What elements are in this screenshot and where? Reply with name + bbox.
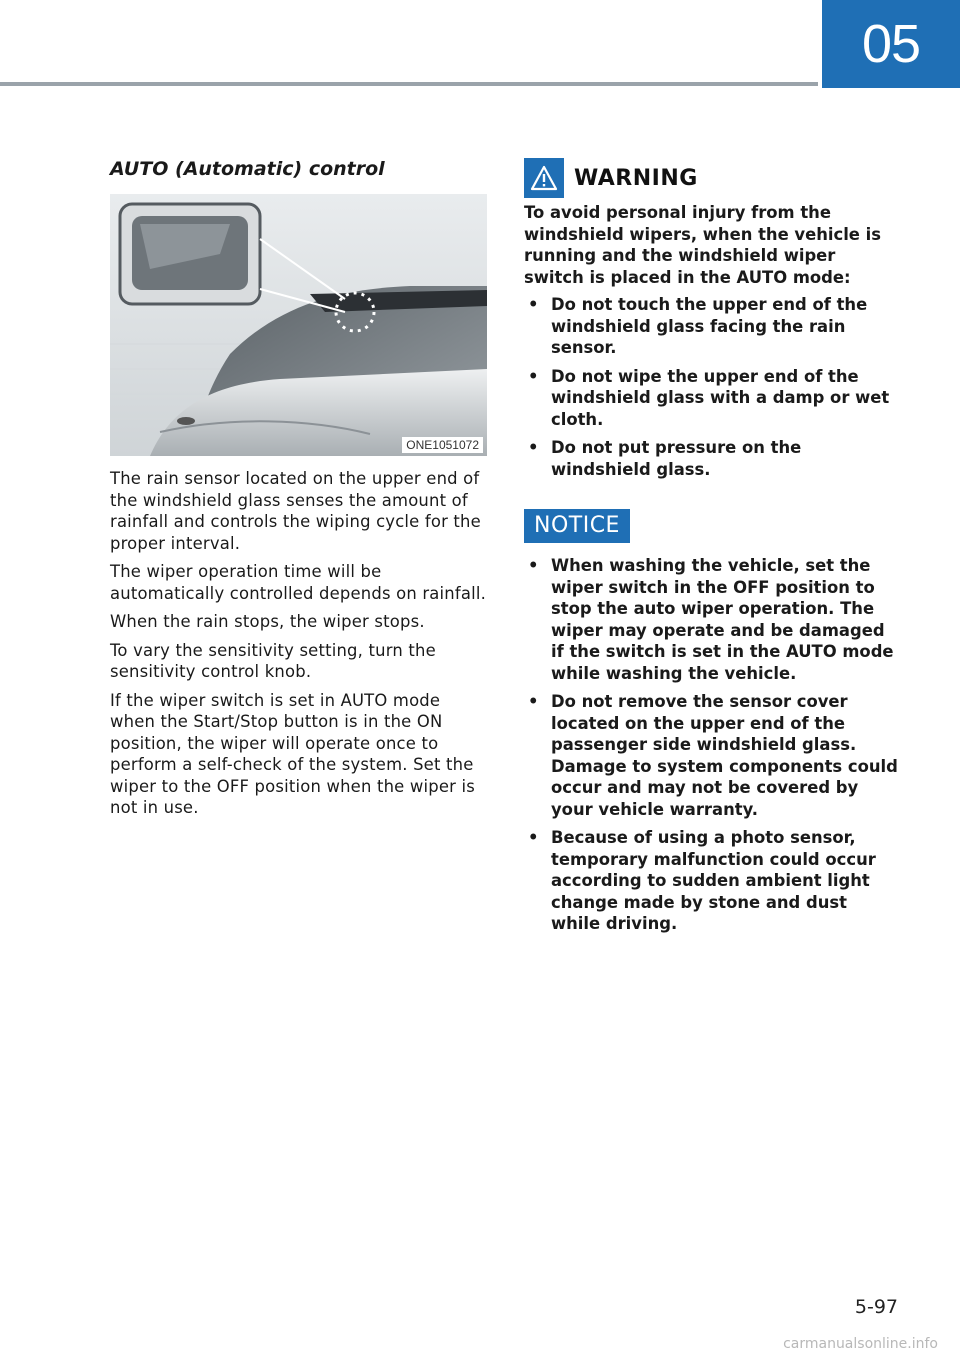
warning-list: [524, 294, 898, 480]
warning-intro: To avoid personal injury from the windshield wipers, when the vehicle is running and the windshield wiper switch is placed in the AUTO mode:: [524, 203, 882, 287]
warning-item: • Do not put pressure on the windshield glass.: [524, 437, 898, 480]
warning-title: WARNING: [574, 165, 698, 191]
header-rule: [0, 82, 818, 86]
rain-sensor-figure: [110, 194, 487, 456]
warning-item: • Do not wipe the upper end of the windshield glass with a damp or wet cloth.: [524, 366, 898, 431]
notice-item: • When washing the vehicle, set the wiper switch in the OFF position to stop the auto wiper operation. The wiper may operate and be damaged if the switch is set in the AUTO mode while washing the vehicle.: [524, 555, 898, 684]
body-paragraph: The wiper operation time will be automatically controlled depends on rainfall.: [110, 562, 487, 603]
body-paragraph: When the rain stops, the wiper stops.: [110, 612, 425, 631]
page-number: 5-97: [854, 1296, 898, 1318]
figure-code: ONE1051072: [402, 437, 483, 453]
left-column: [110, 158, 488, 826]
body-paragraph: The rain sensor located on the upper end of the windshield glass senses the amount of rainfall and controls the wiping cycle for the proper interval.: [110, 469, 481, 553]
car-windshield-illustration: [110, 194, 487, 456]
right-column: [524, 158, 898, 942]
notice-item: • Do not remove the sensor cover located on the upper end of the passenger side windshield glass. Damage to system components could occur and may not be covered by your vehicle warranty.: [524, 691, 898, 820]
watermark: carmanualsonline.info: [783, 1336, 938, 1352]
section-title: AUTO (Automatic) control: [110, 158, 385, 180]
notice-badge: NOTICE: [524, 509, 630, 543]
notice-item: • Because of using a photo sensor, temporary malfunction could occur according to sudden ambient light change made by stone and dust while driving.: [524, 827, 898, 935]
warning-icon: [524, 158, 564, 198]
body-paragraph: If the wiper switch is set in AUTO mode when the Start/Stop button is in the ON position, the wiper will operate once to perform a self-check of the system. Set the wiper to the OFF position when the wiper is not in use.: [110, 690, 475, 817]
warning-item: • Do not touch the upper end of the windshield glass facing the rain sensor.: [524, 294, 898, 359]
chapter-tab: 05: [822, 0, 960, 88]
body-paragraph: To vary the sensitivity setting, turn the sensitivity control knob.: [110, 640, 436, 681]
notice-list: [524, 555, 898, 935]
warning-header: [524, 158, 898, 198]
